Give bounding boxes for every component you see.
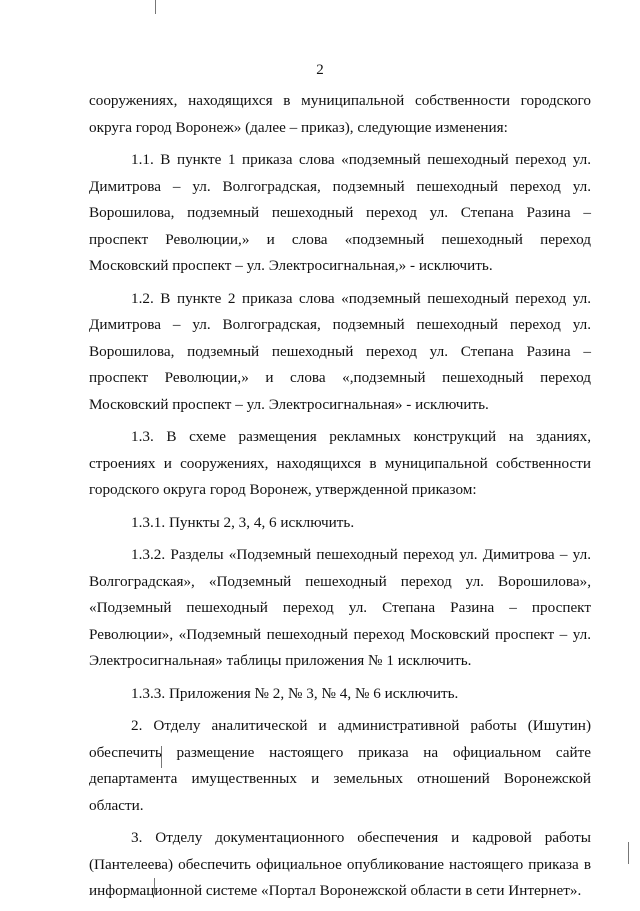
paragraph-1-3: 1.3. В схеме размещения рекламных конструкций на зданиях, строениях и сооружениях, находящихся в муниципальной собственности городского округа город Воронеж, утвержденной приказом:	[89, 428, 591, 498]
paragraph-2: 2. Отделу аналитической и административной работы (Ишутин) обеспечить размещение настоящего приказа на официальном сайте департамента имущественных и земельных отношений Воронежской области.	[89, 717, 591, 814]
paragraph-1-3-1: 1.3.1. Пункты 2, 3, 4, 6 исключить.	[131, 513, 355, 531]
paragraph-1-3-2: 1.3.2. Разделы «Подземный пешеходный переход ул. Димитрова – ул. Волгоградская», «Подземный пешеходный переход ул. Ворошилова», «Подземный пешеходный переход ул. Степана Разина – проспект Революции», «Подземный пешеходный переход Московский проспект – ул. Электросигнальная» таблицы приложения № 1 исключить.	[89, 546, 591, 669]
scan-mark-top	[155, 0, 156, 14]
paragraph-intro: сооружениях, находящихся в муниципальной собственности городского округа город Воронеж» (далее – приказ), следующие изменения:	[89, 92, 591, 136]
page-number: 2	[316, 62, 324, 78]
paragraph-1-3-3: 1.3.3. Приложения № 2, № 3, № 4, № 6 исключить.	[131, 684, 459, 702]
scan-mark-right	[628, 842, 629, 864]
paragraph-3: 3. Отделу документационного обеспечения и кадровой работы (Пантелеева) обеспечить официальное опубликование настоящего приказа в информационной системе «Портал Воронежской области в сети Интернет».	[89, 829, 591, 899]
paragraph-1-2: 1.2. В пункте 2 приказа слова «подземный пешеходный переход ул. Димитрова – ул. Волгоградская, подземный пешеходный переход ул. Ворошилова, подземный пешеходный переход ул. Степана Разина – проспект Революции,» и слова «,подземный пешеходный переход Московский проспект – ул. Электросигнальная» - исключить.	[89, 289, 591, 413]
document-body	[89, 88, 591, 911]
paragraph-1-1: 1.1. В пункте 1 приказа слова «подземный пешеходный переход ул. Димитрова – ул. Волгоградская, подземный пешеходный переход ул. Ворошилова, подземный пешеходный переход ул. Степана Разина – проспект Революции,» и слова «подземный пешеходный переход Московский проспект – ул. Электросигнальная,» - исключить.	[89, 151, 591, 274]
